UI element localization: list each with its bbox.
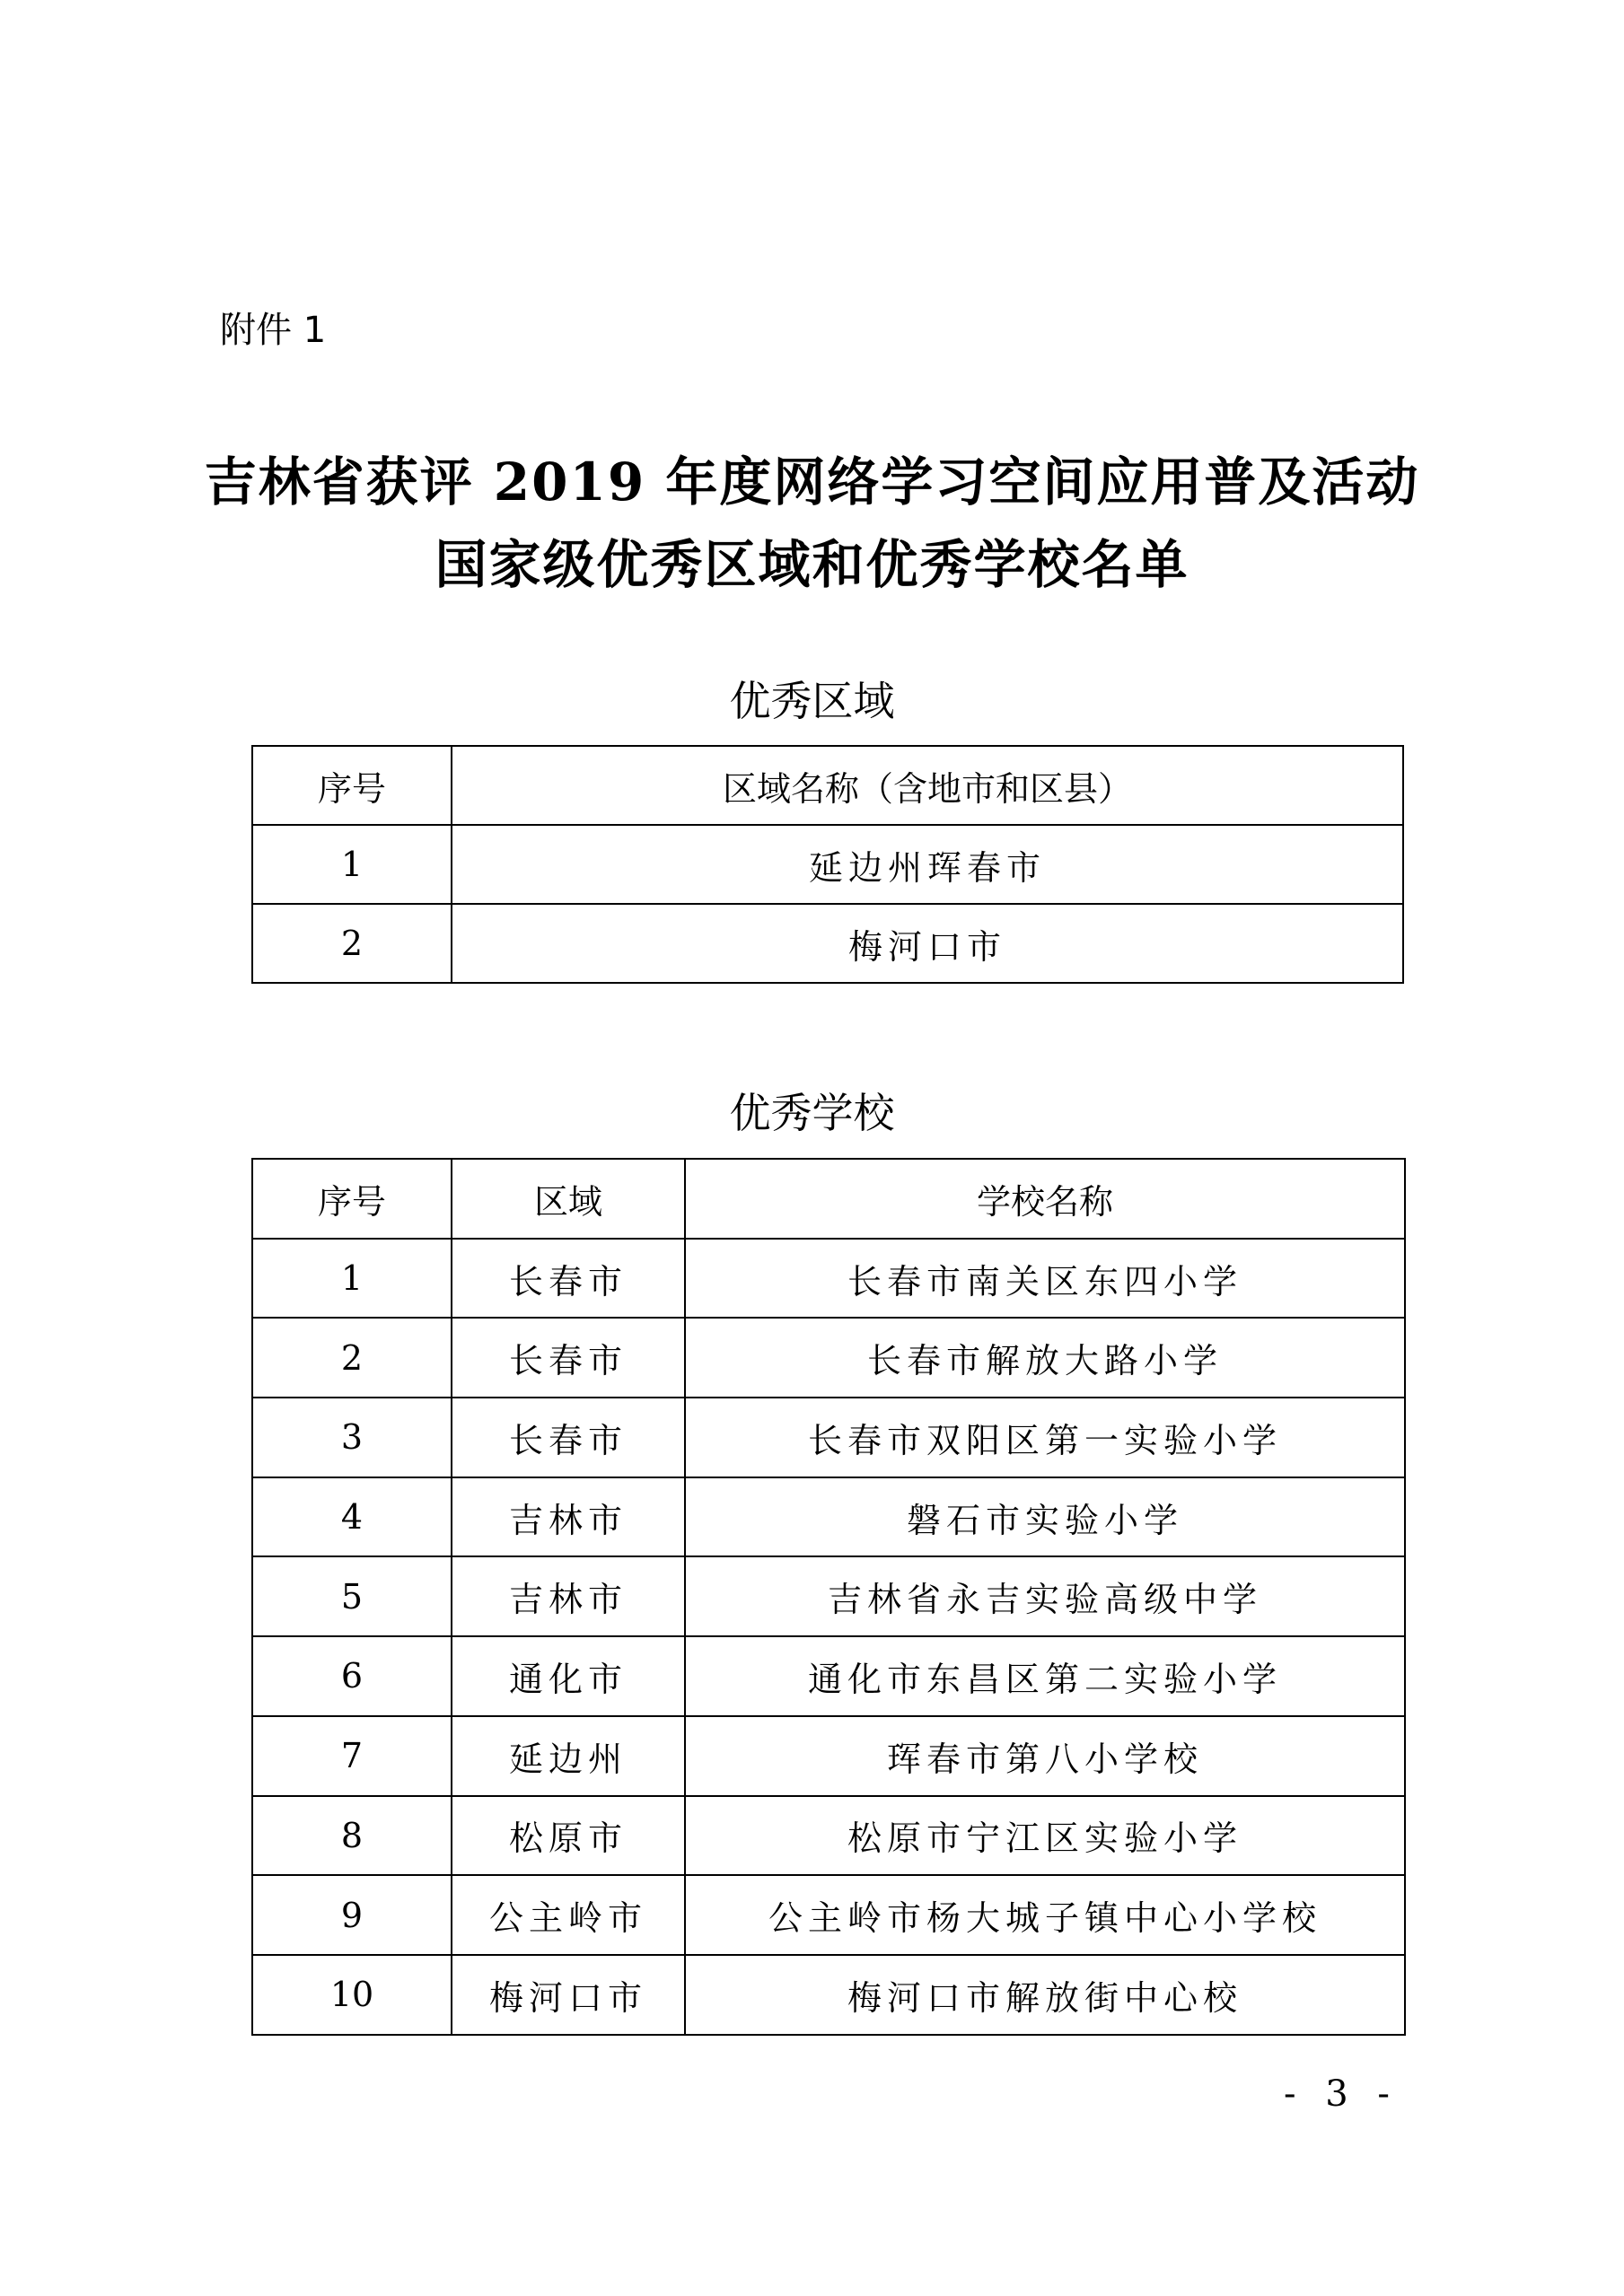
column-header-region: 区域 [452, 1159, 685, 1239]
row-number: 3 [252, 1398, 452, 1477]
school-region: 吉林市 [452, 1477, 685, 1557]
row-number: 10 [252, 1955, 452, 2035]
school-region: 松原市 [452, 1796, 685, 1876]
school-region: 公主岭市 [452, 1875, 685, 1955]
document-title-line-2: 国家级优秀区域和优秀学校名单 [435, 534, 1189, 595]
row-number: 7 [252, 1716, 452, 1796]
row-number: 1 [252, 825, 452, 904]
row-number: 4 [252, 1477, 452, 1557]
school-region: 延边州 [452, 1716, 685, 1796]
region-name: 延边州珲春市 [452, 825, 1403, 904]
school-name: 松原市宁江区实验小学 [685, 1796, 1405, 1876]
school-region: 长春市 [452, 1239, 685, 1319]
school-name: 长春市双阳区第一实验小学 [685, 1398, 1405, 1477]
schools-table [251, 1158, 1406, 2036]
row-number: 9 [252, 1875, 452, 1955]
school-name: 长春市南关区东四小学 [685, 1239, 1405, 1319]
table-row [252, 1955, 1405, 2035]
table-row [252, 1239, 1405, 1319]
table-row [252, 1636, 1405, 1716]
region-name: 梅河口市 [452, 904, 1403, 983]
school-region: 长春市 [452, 1318, 685, 1398]
column-header-number: 序号 [252, 1159, 452, 1239]
table-row [252, 825, 1403, 904]
column-header-school-name: 学校名称 [685, 1159, 1405, 1239]
row-number: 6 [252, 1636, 452, 1716]
school-name: 梅河口市解放街中心校 [685, 1955, 1405, 2035]
regions-table-header-row [252, 746, 1403, 825]
row-number: 8 [252, 1796, 452, 1876]
row-number: 2 [252, 1318, 452, 1398]
schools-heading: 优秀学校 [729, 1089, 895, 1137]
regions-table [251, 745, 1404, 984]
attachment-label: 附件 1 [220, 310, 327, 351]
table-row [252, 1398, 1405, 1477]
school-name: 珲春市第八小学校 [685, 1716, 1405, 1796]
school-region: 长春市 [452, 1398, 685, 1477]
school-region: 通化市 [452, 1636, 685, 1716]
row-number: 5 [252, 1556, 452, 1636]
page-number: - 3 - [1284, 2073, 1399, 2115]
row-number: 1 [252, 1239, 452, 1319]
table-row [252, 1796, 1405, 1876]
table-row [252, 1716, 1405, 1796]
school-name: 通化市东昌区第二实验小学 [685, 1636, 1405, 1716]
regions-heading: 优秀区域 [729, 677, 895, 725]
table-row [252, 1875, 1405, 1955]
school-name: 公主岭市杨大城子镇中心小学校 [685, 1875, 1405, 1955]
document-title-line-1: 吉林省获评 2019 年度网络学习空间应用普及活动 [204, 451, 1420, 513]
school-name: 吉林省永吉实验高级中学 [685, 1556, 1405, 1636]
school-name: 磐石市实验小学 [685, 1477, 1405, 1557]
schools-table-header-row [252, 1159, 1405, 1239]
row-number: 2 [252, 904, 452, 983]
table-row [252, 1318, 1405, 1398]
school-region: 吉林市 [452, 1556, 685, 1636]
column-header-number: 序号 [252, 746, 452, 825]
school-name: 长春市解放大路小学 [685, 1318, 1405, 1398]
column-header-region-name: 区域名称（含地市和区县） [452, 746, 1403, 825]
table-row [252, 1477, 1405, 1557]
table-row [252, 1556, 1405, 1636]
table-row [252, 904, 1403, 983]
school-region: 梅河口市 [452, 1955, 685, 2035]
